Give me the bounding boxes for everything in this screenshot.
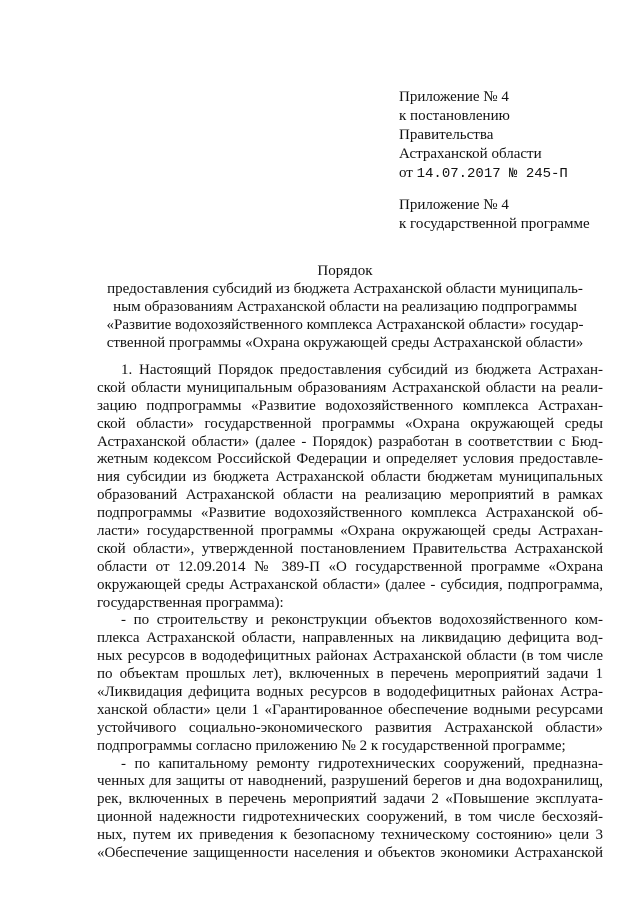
body-line: рек, включенных в перечень мероприятий задачи 2 «Повышение эксплуата- bbox=[97, 791, 603, 808]
body-line: образований Астраханской области на реализацию мероприятий в рамках bbox=[97, 487, 603, 504]
body-line: области от 12.09.2014 № 389-П «О государственной программе «Охрана bbox=[97, 558, 603, 575]
body-line: государственная программа): bbox=[97, 594, 284, 611]
body-line: ласти» государственной программы «Охрана окружающей среды Астрахан- bbox=[97, 523, 603, 540]
appendix-number: Приложение № 4 bbox=[399, 89, 509, 105]
appendix-government: Правительства bbox=[399, 127, 494, 143]
body-line: ченных для защиты от наводнений, разрушений берегов и дна водохранилищ, bbox=[97, 773, 603, 790]
title-line-4: ственной программы «Охрана окружающей среды Астраханской области» bbox=[106, 335, 584, 351]
appendix-program-number: Приложение № 4 bbox=[399, 197, 509, 213]
title-heading: Порядок bbox=[317, 263, 373, 279]
body-line: по объектам прошлых лет), включенных в перечень мероприятий задачи 1 bbox=[97, 666, 603, 683]
body-line: - по строительству и реконструкции объектов водохозяйственного ком- bbox=[121, 612, 603, 629]
body-line: 1. Настоящий Порядок предоставления субсидий из бюджета Астрахан- bbox=[121, 362, 603, 378]
title-line-1: предоставления субсидий из бюджета Астраханской области муниципаль- bbox=[107, 281, 583, 297]
body-line: окружающей среды Астраханской области» (далее - субсидия, подпрограмма, bbox=[97, 576, 603, 593]
document-title bbox=[60, 262, 630, 352]
appendix-to-program: к государственной программе bbox=[399, 216, 590, 232]
title-line-3: «Развитие водохозяйственного комплекса Астраханской области» государ- bbox=[106, 317, 584, 333]
body-line: ционной надежности гидротехнических сооружений, в том числе бесхозяй- bbox=[97, 809, 603, 826]
document-body bbox=[97, 362, 603, 863]
appendix-program-block bbox=[399, 196, 590, 234]
body-line: ской области муниципальным образованиям Астраханской области на реали- bbox=[97, 379, 603, 396]
body-line: ных ресурсов в вододефицитных районах Астраханской области (в том числе bbox=[97, 648, 603, 665]
body-line: Астраханской области» (далее - Порядок) разработан в соответствии с Бюд- bbox=[97, 433, 603, 450]
body-line: «Ликвидация дефицита водных ресурсов в вододефицитных районах Астра- bbox=[97, 684, 603, 701]
appendix-resolution-block bbox=[399, 88, 568, 184]
body-line: ской области» государственной программы «Охрана окружающей среды bbox=[97, 415, 603, 432]
registration-stamp: 14.07.2017 № 245-П bbox=[416, 166, 568, 182]
body-line: подпрограммы «Развитие водохозяйственного комплекса Астраханской об- bbox=[97, 505, 603, 522]
date-prefix: от bbox=[399, 165, 417, 181]
appendix-to-resolution: к постановлению bbox=[399, 108, 510, 124]
body-line: ных, путем их приведения к безопасному техническому состоянию» цели 3 bbox=[97, 827, 603, 844]
appendix-date-line bbox=[399, 164, 568, 184]
body-line: - по капитальному ремонту гидротехнических сооружений, предназна- bbox=[121, 755, 603, 772]
body-line: подпрограммы согласно приложению № 2 к государственной программе; bbox=[97, 737, 566, 754]
title-line-2: ным образованиям Астраханской области на реализацию подпрограммы bbox=[113, 299, 577, 315]
body-line: устойчивого социально-экономического развития Астраханской области» bbox=[97, 719, 603, 736]
appendix-region: Астраханской области bbox=[399, 146, 542, 162]
body-line: ханской области» цели 1 «Гарантированное обеспечение водными ресурсами bbox=[97, 701, 603, 718]
body-line: ния субсидии из бюджета Астраханской области бюджетам муниципальных bbox=[97, 469, 603, 486]
body-line: «Обеспечение защищенности населения и объектов экономики Астраханской bbox=[97, 845, 603, 862]
body-line: зацию подпрограммы «Развитие водохозяйственного комплекса Астрахан- bbox=[97, 397, 603, 414]
body-line: ской области», утвержденной постановлением Правительства Астраханской bbox=[97, 540, 603, 557]
body-line: плекса Астраханской области, направленных на ликвидацию дефицита вод- bbox=[97, 630, 603, 647]
body-line: жетным кодексом Российской Федерации и определяет условия предоставле- bbox=[97, 451, 603, 468]
